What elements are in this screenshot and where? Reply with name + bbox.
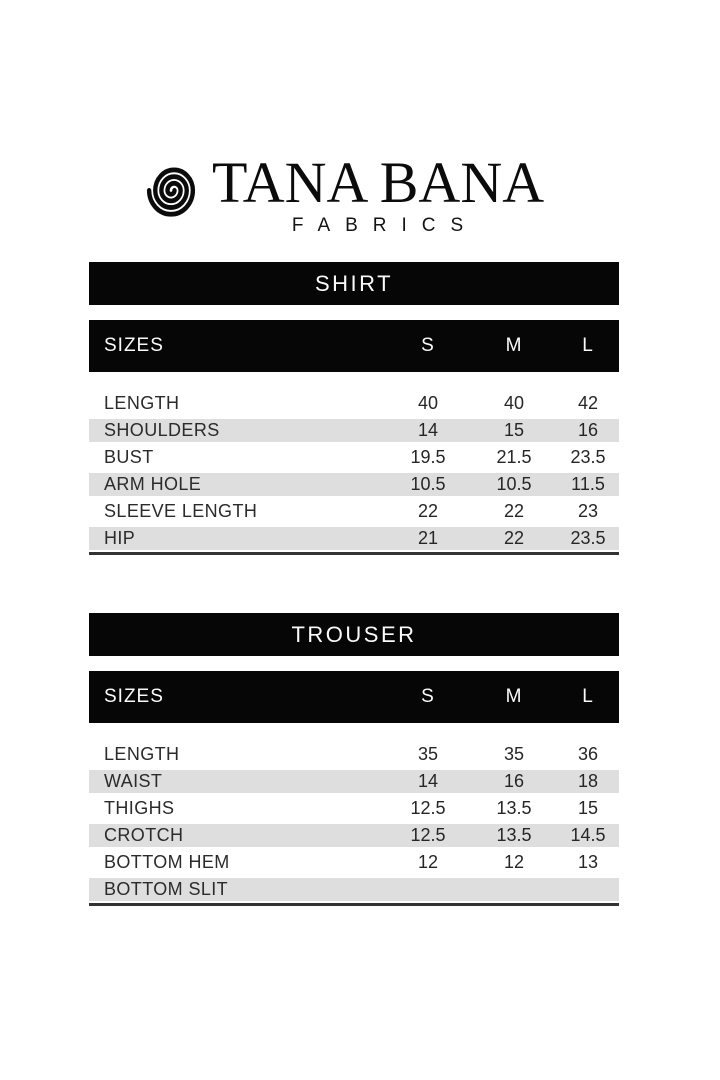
table-row [89,795,619,822]
table-row [89,849,619,876]
row-label: LENGTH [104,393,180,413]
row-value: 14 [417,771,439,791]
row-value: 42 [577,393,599,413]
trouser-section [89,613,619,906]
row-value: 22 [417,501,439,521]
row-label: BOTTOM HEM [104,852,230,872]
row-value: 21 [417,528,439,548]
shirt-table-rows [89,390,619,555]
table-row [89,471,619,498]
sizes-label: SIZES [104,335,164,356]
row-label: LENGTH [104,744,180,764]
row-value: 35 [417,744,439,764]
table-row [89,525,619,552]
table-row [89,741,619,768]
row-value: 40 [417,393,439,413]
row-value: 40 [503,393,525,413]
table-row [89,876,619,903]
brand-text-block [212,150,545,237]
row-value: 13.5 [496,825,532,845]
table-row [89,390,619,417]
row-label: BOTTOM SLIT [104,879,229,899]
row-value: 36 [577,744,599,764]
row-value: 22 [503,528,525,548]
table-row [89,768,619,795]
row-value: 12.5 [410,825,446,845]
row-value: 12 [417,852,439,872]
row-value: 12.5 [410,798,446,818]
row-value: 14 [417,420,439,440]
row-value: 12 [503,852,525,872]
row-value: 22 [503,501,525,521]
sizes-label: SIZES [104,686,164,707]
row-value: 23.5 [570,528,606,548]
brand-logo [143,150,545,237]
shirt-sizes-header [89,320,619,372]
row-value: 16 [503,771,525,791]
row-value: 15 [503,420,525,440]
row-label: BUST [104,447,154,467]
row-value: 15 [577,798,599,818]
spiral-icon [143,158,199,219]
row-value: 10.5 [410,474,446,494]
size-column-l: L [582,686,594,707]
row-label: SHOULDERS [104,420,220,440]
size-column-l: L [582,335,594,356]
row-value: 23.5 [570,447,606,467]
row-value: 11.5 [571,474,605,494]
row-value: 23 [577,501,599,521]
trouser-table-rows [89,741,619,906]
brand-name: TANA BANA [212,150,545,215]
row-value: 16 [577,420,599,440]
size-column-s: S [421,335,435,356]
size-column-m: M [505,686,523,707]
table-row [89,444,619,471]
row-label: THIGHS [104,798,175,818]
row-value: 13.5 [496,798,532,818]
brand-subtitle: FABRICS [291,215,479,236]
table-row [89,417,619,444]
row-value: 13 [577,852,599,872]
row-value: 35 [503,744,525,764]
row-value: 21.5 [496,447,532,467]
shirt-title-bar [89,262,619,305]
row-value: 14.5 [570,825,606,845]
row-label: HIP [104,528,136,548]
row-label: CROTCH [104,825,184,845]
table-row [89,822,619,849]
trouser-title-bar [89,613,619,656]
size-column-m: M [505,335,523,356]
row-value: 10.5 [496,474,532,494]
shirt-section [89,262,619,555]
shirt-title: SHIRT [314,271,394,296]
row-label: ARM HOLE [104,474,202,494]
row-value: 19.5 [410,447,446,467]
table-row [89,498,619,525]
trouser-title: TROUSER [291,622,417,647]
row-label: SLEEVE LENGTH [104,501,258,521]
size-tables [89,262,619,906]
row-label: WAIST [104,771,163,791]
trouser-sizes-header [89,671,619,723]
row-value: 18 [577,771,599,791]
size-column-s: S [421,686,435,707]
